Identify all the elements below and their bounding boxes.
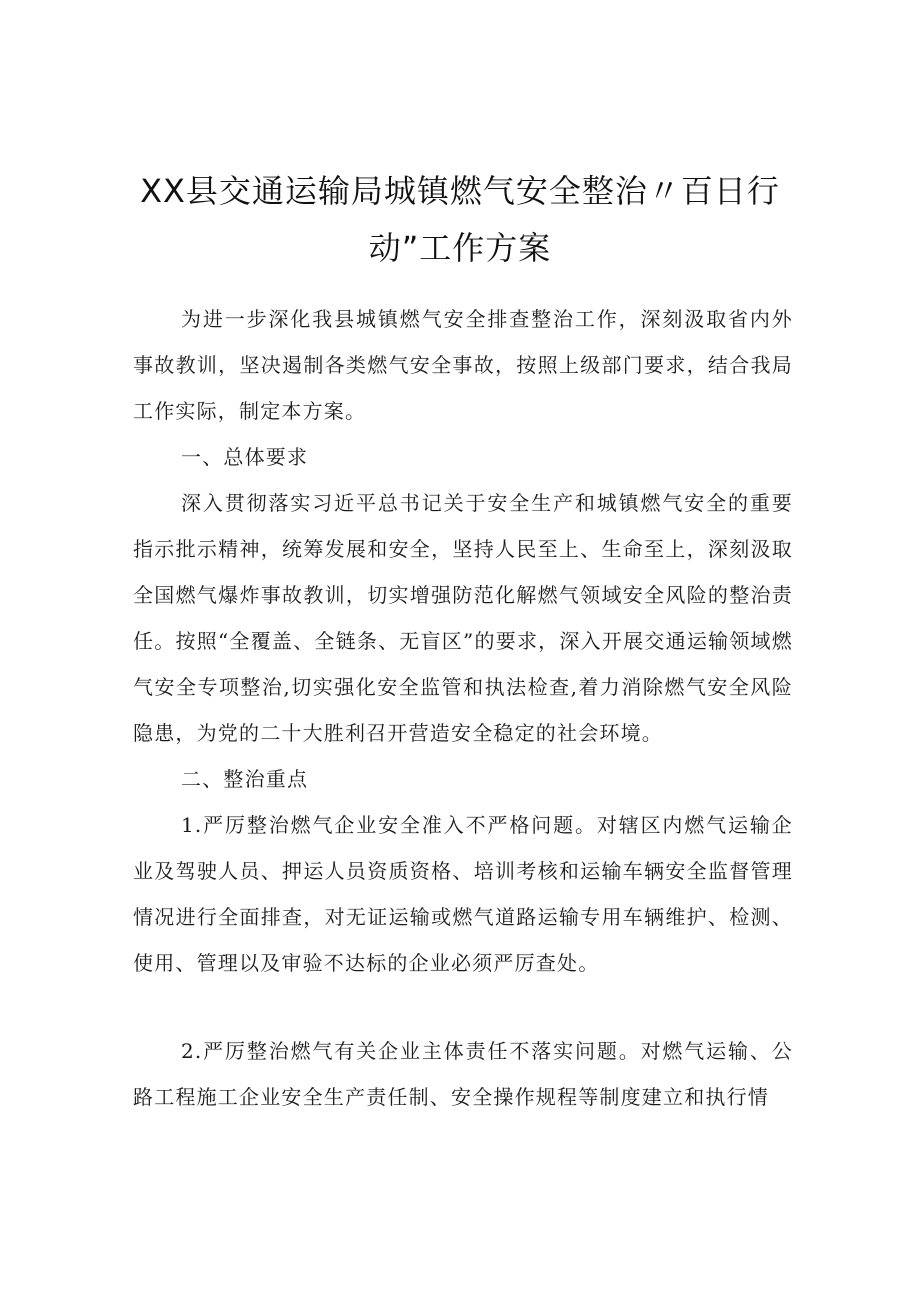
rectification-item-2: 2.严厉整治燃气有关企业主体责任不落实问题。对燃气运输、公路工程施工企业安全生产责任制、安全操作规程等制度建立和执行情: [133, 1039, 793, 1109]
rectification-item-1: 1.严厉整治燃气企业安全准入不严格问题。对辖区内燃气运输企业及驾驶人员、押运人员资质资格、培训考核和运输车辆安全监督管理情况进行全面排查，对无证运输或燃气道路运输专用车辆维护、检测、使用、管理以及审验不达标的企业必须严厉查处。: [133, 813, 793, 975]
section-heading-general-requirements: 一、总体要求: [181, 445, 309, 469]
section-heading-key-rectification: 二、整治重点: [181, 767, 309, 791]
document-title-line-1: XX县交通运输局城镇燃气安全整治〃百日行: [140, 172, 780, 210]
intro-paragraph: 为进一步深化我县城镇燃气安全排查整治工作，深刻汲取省内外事故教训，坚决遏制各类燃气安全事故，按照上级部门要求，结合我局工作实际，制定本方案。: [133, 307, 793, 423]
section-general-requirements-body: 深入贯彻落实习近平总书记关于安全生产和城镇燃气安全的重要指示批示精神，统筹发展和安全，坚持人民至上、生命至上，深刻汲取全国燃气爆炸事故教训，切实增强防范化解燃气领域安全风险的整治责任。按照“全覆盖、全链条、无盲区”的要求，深入开展交通运输领域燃气安全专项整治,切实强化安全监管和执法检查,着力消除燃气安全风险隐患，为党的二十大胜利召开营造安全稳定的社会环境。: [133, 491, 793, 745]
document-title-line-2: 动”工作方案: [368, 229, 552, 267]
